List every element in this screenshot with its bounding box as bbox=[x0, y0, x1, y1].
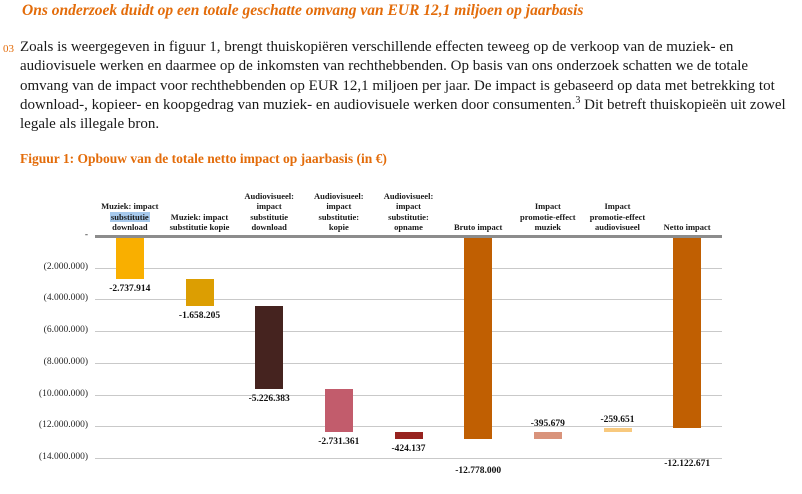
bar-value-label: -2.731.361 bbox=[318, 436, 360, 447]
waterfall-bar bbox=[186, 279, 214, 305]
page-title: Ons onderzoek duidt op een totale geschatte omvang van EUR 12,1 miljoen op jaarbasis bbox=[22, 2, 584, 19]
y-axis-tick-label: (8.000.000) bbox=[43, 356, 88, 367]
paragraph-text-after: Dit betreft thuiskopieën uit zowel legale als illegale bron. bbox=[20, 96, 786, 133]
waterfall-bar bbox=[116, 236, 144, 279]
gridline bbox=[95, 331, 722, 332]
category-header-text: Netto impact bbox=[663, 222, 711, 233]
bar-value-label: -2.737.914 bbox=[109, 284, 151, 295]
gridline bbox=[95, 395, 722, 396]
y-axis-tick-label: - bbox=[84, 230, 88, 240]
bar-value-label: -1.658.205 bbox=[178, 310, 221, 321]
bar-value-label: -12.778.000 bbox=[455, 466, 502, 476]
category-header-text: Muziek: impact substitutie kopie bbox=[169, 211, 230, 233]
paragraph-text-before: Zoals is weergegeven in figuur 1, brengt thuiskopiëren verschillende effecten teweeg op de verkoop van de muziek- en audiovisuele werken en daarmee op de inkomsten van rechthebbenden. Op basis van ons onderzoek schatten we de totale omvang van de impact voor rechthebbenden op EUR 12,1 miljoen per jaar. De impact is gebaseerd op data met betrekking tot download-, kopieer- en koopgedrag van muziek- en audiovisuele werken door consumenten. bbox=[20, 39, 775, 113]
gridline bbox=[95, 363, 722, 364]
highlighted-text: substitutie bbox=[110, 211, 149, 222]
waterfall-bar bbox=[255, 306, 283, 389]
paragraph-number: 03 bbox=[3, 43, 14, 55]
gridline bbox=[95, 268, 722, 269]
category-header-text: Audiovisueel: impact substitutie: kopie bbox=[314, 190, 364, 233]
category-header-text: Bruto impact bbox=[453, 222, 503, 233]
footnote-marker: 3 bbox=[575, 94, 581, 106]
y-axis-tick-label: (4.000.000) bbox=[43, 293, 88, 304]
waterfall-bar bbox=[673, 236, 701, 428]
bar-value-label: -424.137 bbox=[391, 443, 426, 454]
y-axis-tick-label: (14.000.000) bbox=[38, 452, 88, 462]
gridline bbox=[95, 426, 722, 427]
y-axis-tick-label: (2.000.000) bbox=[43, 261, 88, 272]
category-header-text: Impact promotie-effect muziek bbox=[520, 201, 576, 233]
bar-value-label: -12.122.671 bbox=[664, 459, 711, 469]
waterfall-bar bbox=[395, 432, 423, 439]
gridline bbox=[95, 458, 722, 459]
waterfall-bar bbox=[464, 236, 492, 439]
category-header-text: Impact promotie-effect audiovisueel bbox=[589, 201, 646, 233]
waterfall-bar bbox=[325, 389, 353, 432]
bar-value-label: -259.651 bbox=[600, 415, 635, 426]
category-header bbox=[645, 175, 729, 233]
category-header-text: Audiovisueel: impact substitutie: opname bbox=[383, 190, 434, 233]
bar-value-label: -395.679 bbox=[530, 419, 565, 430]
bar-value-label: -5.226.383 bbox=[248, 393, 290, 404]
y-axis-tick-label: (6.000.000) bbox=[43, 325, 88, 336]
y-axis-tick-label: (10.000.000) bbox=[38, 388, 88, 399]
waterfall-bar bbox=[604, 428, 632, 432]
zero-axis-line bbox=[95, 235, 722, 238]
y-axis-tick-label: (12.000.000) bbox=[38, 420, 88, 431]
waterfall-bar bbox=[534, 432, 562, 438]
category-header-text: Muziek: impact substitutie download bbox=[101, 201, 159, 233]
category-header-text: Audiovisueel: impact substitutie download bbox=[244, 190, 294, 233]
figure-caption: Figuur 1: Opbouw van de totale netto impact op jaarbasis (in €) bbox=[20, 151, 387, 166]
